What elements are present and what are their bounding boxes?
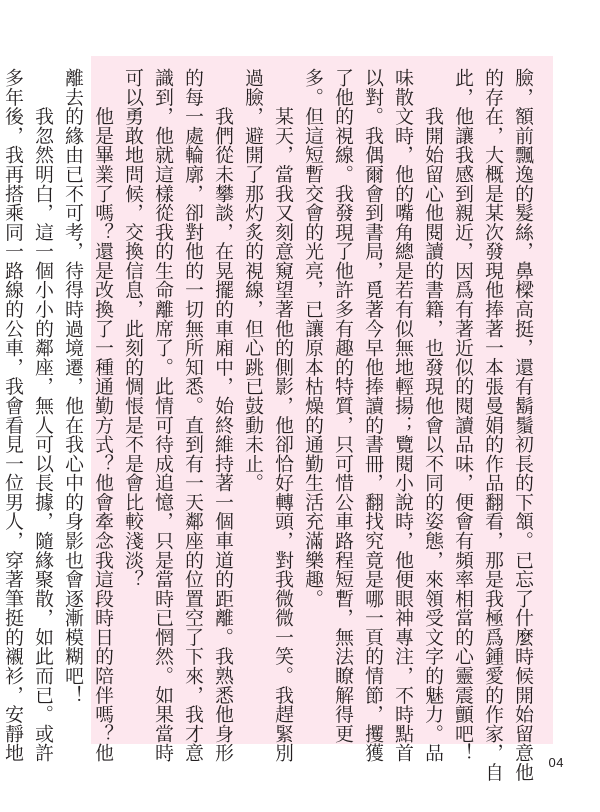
text-column-7: 了他的視線。我發現了他許多有趣的特質，只可惜公車路程短暫，無法瞭解得更 [332,68,353,744]
page-number: 04 [548,755,564,770]
text-column-12: 的每一處輪廓，卻對他的一切無所知悉。直到有一天鄰座的位置空了下來，我才意 [182,68,203,763]
text-column-6: 以對。我偶爾會到書局，覓著今早他捧讀的書冊，翻找究竟是哪一頁的情節，攫獲 [362,68,383,763]
text-column-10: 過臉，避開了那灼炙的視線，但心跳已鼓動未止。 [242,68,263,493]
text-column-16: 離去的緣由已不可考，待得時過境遷，他在我心中的身影也會逐漸模糊吧！ [62,68,83,705]
text-column-17: 我忽然明白，這一個小小的鄰座，無人可以長據，隨緣聚散，如此而已。或許 [32,68,53,763]
essay-text-panel [2,56,553,782]
vertical-text-columns [0,68,537,782]
text-column-9: 某天，當我又刻意窺望著他的側影，他卻恰好轉頭，對我微微一笑。我趕緊別 [272,68,293,763]
text-column-4: 我開始留心他閱讀的書籍，也發現他會以不同的姿態，來領受文字的魅力。品 [422,68,443,763]
text-column-15: 他是畢業了嗎？還是改換了一種通勤方式？他會牽念我這段時日的陪伴嗎？他 [92,68,113,763]
text-column-14: 可以勇敢地問候，交換信息，此刻的惆悵是不是會比較淺淡？ [122,68,143,589]
text-column-3: 此，他讓我感到親近，因爲有著近似的閱讀品味，便會有頻率相當的心靈震顫吧！ [452,68,473,763]
text-column-2: 的存在，大概是某次發現他捧著一本張曼娟的作品翻看，那是我極爲鍾愛的作家，自 [482,68,503,782]
text-column-8: 多。但這短暫交會的光亮，已讓原本枯燥的通勤生活充滿樂趣。 [302,68,323,609]
text-column-11: 我們從未攀談，在晃擺的車廂中，始終維持著一個車道的距離。我熟悉他身形 [212,68,233,763]
text-column-5: 味散文時，他的嘴角總是若有似無地輕揚；覽閱小說時，他便眼神專注，不時點首 [392,68,413,763]
text-column-18: 多年後，我再搭乘同一路線的公車，我會看見一位男人，穿著筆挺的襯衫，安靜地 [2,68,23,763]
text-column-13: 識到，他就這樣從我的生命離席了。此情可待成追憶，只是當時已惘然。如果當時 [152,68,173,763]
text-column-1: 臉，額前飄逸的髮絲，鼻樑高挺，還有鬍鬚初長的下頷。已忘了什麼時候開始留意他 [512,68,533,782]
